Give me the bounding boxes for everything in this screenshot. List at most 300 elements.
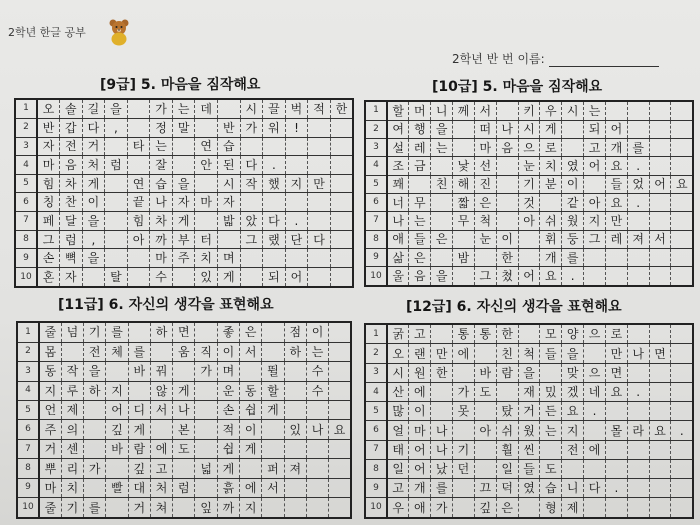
grid-cell — [605, 459, 627, 478]
row-number: 9 — [365, 248, 387, 266]
grid-cell: 끄 — [474, 479, 496, 498]
grid-cell: 굵 — [387, 324, 409, 344]
grid-cell — [329, 362, 351, 381]
grid-cell: 말 — [172, 118, 195, 137]
grid-cell — [649, 363, 671, 382]
grid-row — [17, 362, 351, 381]
grid-cell: 본 — [173, 420, 195, 439]
grid-cell: 을 — [431, 267, 453, 286]
grid-cell: 났 — [431, 459, 453, 478]
grid-row — [17, 439, 351, 458]
grid-cell: 나 — [387, 212, 409, 230]
worksheet-title: 2학년 한글 공부 — [8, 26, 86, 39]
grid-cell — [540, 193, 562, 211]
grid-row — [17, 322, 351, 342]
grid-cell: 기 — [61, 498, 83, 518]
grid-cell: 처 — [82, 156, 105, 175]
grid-cell: 게 — [262, 401, 284, 420]
grid-cell — [308, 268, 331, 287]
grid-cell: 형 — [540, 498, 562, 518]
grid-cell — [649, 212, 671, 230]
grid-cell — [671, 344, 693, 363]
grid-cell: 양 — [562, 324, 584, 344]
grid-cell: 음 — [60, 156, 83, 175]
grid-cell: 기 — [518, 175, 540, 193]
grid-cell: 을 — [431, 120, 453, 138]
grid-cell — [329, 401, 351, 420]
grid-cell: 까 — [150, 230, 173, 249]
grid-cell: 루 — [61, 381, 83, 400]
grid-cell: 네 — [584, 382, 606, 401]
grid-cell: 같 — [562, 193, 584, 211]
grid-cell: 을 — [82, 249, 105, 268]
grid-cell — [262, 322, 284, 342]
grid-cell: 그 — [37, 230, 60, 249]
grid-cell — [262, 342, 284, 361]
grid-cell: 넘 — [61, 322, 83, 342]
grid-cell — [431, 402, 453, 421]
grid-cell: 는 — [584, 101, 606, 120]
grid-cell: 웠 — [518, 421, 540, 440]
grid-cell: 마 — [39, 478, 61, 497]
grid-cell: 은 — [409, 248, 431, 266]
grid-cell: 럼 — [105, 156, 128, 175]
grid-cell: 센 — [61, 439, 83, 458]
grid-row — [365, 193, 693, 211]
grid-cell: 주 — [172, 249, 195, 268]
grid-cell: 다 — [584, 479, 606, 498]
grid-cell — [453, 230, 475, 248]
grid-cell: 진 — [474, 175, 496, 193]
grid-cell: 손 — [217, 401, 239, 420]
grid-cell — [627, 101, 649, 120]
grid-cell: 도 — [474, 382, 496, 401]
writing-grid-11 — [16, 321, 352, 519]
grid-cell: 이 — [240, 420, 262, 439]
grid-cell — [496, 175, 518, 193]
grid-cell: 통 — [474, 324, 496, 344]
grid-cell: 원 — [409, 363, 431, 382]
grid-cell: 게 — [217, 459, 239, 478]
grid-cell: 자 — [37, 137, 60, 156]
grid-cell: 시 — [387, 363, 409, 382]
grid-row — [15, 156, 353, 175]
grid-cell: 요 — [671, 175, 693, 193]
grid-cell: 만 — [308, 174, 331, 193]
grid-cell: 아 — [474, 421, 496, 440]
grid-cell: 금 — [409, 157, 431, 175]
grid-row — [365, 363, 693, 382]
grid-cell: 뼉 — [60, 249, 83, 268]
grid-cell: 으 — [518, 138, 540, 156]
grid-cell: 작 — [240, 174, 263, 193]
grid-cell: 전 — [60, 137, 83, 156]
grid-cell: 게 — [540, 120, 562, 138]
grid-cell: 져 — [284, 459, 306, 478]
grid-cell: 치 — [61, 478, 83, 497]
grid-cell: 되 — [263, 268, 286, 287]
grid-cell — [263, 137, 286, 156]
grid-cell: 적 — [308, 99, 331, 118]
grid-cell — [127, 118, 150, 137]
grid-cell: 깊 — [128, 459, 150, 478]
grid-cell: 자 — [172, 193, 195, 212]
grid-cell: 의 — [61, 420, 83, 439]
grid-cell: 어 — [409, 440, 431, 459]
grid-cell: 울 — [387, 267, 409, 286]
section-title-9: [9급] 5. 마음을 짐작해요 — [100, 77, 261, 93]
grid-cell: 면 — [649, 344, 671, 363]
grid-cell — [605, 267, 627, 286]
grid-cell: 무 — [409, 193, 431, 211]
grid-cell: 던 — [453, 459, 475, 478]
grid-cell: 레 — [409, 138, 431, 156]
grid-row — [17, 342, 351, 361]
grid-cell: 랜 — [409, 344, 431, 363]
grid-cell: 지 — [106, 381, 128, 400]
grid-cell: 다 — [308, 230, 331, 249]
grid-cell: 언 — [39, 401, 61, 420]
row-number: 6 — [17, 420, 39, 439]
grid-cell — [627, 120, 649, 138]
grid-cell — [584, 344, 606, 363]
grid-cell: 나 — [496, 120, 518, 138]
grid-cell — [649, 138, 671, 156]
grid-cell: 짧 — [453, 193, 475, 211]
grid-cell: 다 — [263, 212, 286, 231]
grid-cell: 져 — [627, 230, 649, 248]
grid-cell — [627, 363, 649, 382]
grid-cell — [584, 248, 606, 266]
grid-cell: 무 — [453, 212, 475, 230]
grid-cell: 흙 — [217, 478, 239, 497]
grid-cell — [518, 498, 540, 518]
grid-cell — [453, 421, 475, 440]
grid-cell: 재 — [518, 382, 540, 401]
grid-cell — [605, 440, 627, 459]
writing-grid-12 — [364, 323, 694, 519]
grid-cell: 를 — [106, 322, 128, 342]
grid-cell — [127, 249, 150, 268]
grid-cell — [285, 137, 308, 156]
grid-cell — [496, 157, 518, 175]
grid-cell: 랬 — [263, 230, 286, 249]
grid-cell: 아 — [584, 193, 606, 211]
grid-cell — [474, 344, 496, 363]
grid-cell: 일 — [496, 459, 518, 478]
grid-cell — [671, 230, 693, 248]
grid-cell — [474, 459, 496, 478]
grid-cell — [128, 322, 150, 342]
grid-cell: 요 — [540, 267, 562, 286]
grid-row — [15, 118, 353, 137]
grid-cell — [172, 268, 195, 287]
grid-cell: 몸 — [39, 342, 61, 361]
grid-cell — [195, 420, 217, 439]
grid-cell — [195, 401, 217, 420]
grid-cell: 눈 — [518, 157, 540, 175]
grid-cell: 어 — [605, 120, 627, 138]
grid-cell — [330, 118, 353, 137]
grid-cell: 는 — [409, 212, 431, 230]
grid-cell: 반 — [37, 118, 60, 137]
grid-cell — [330, 174, 353, 193]
grid-cell — [105, 137, 128, 156]
grid-cell: 연 — [127, 174, 150, 193]
grid-cell: 을 — [82, 212, 105, 231]
grid-row — [17, 459, 351, 478]
grid-cell: 들 — [518, 459, 540, 478]
grid-cell — [195, 118, 218, 137]
grid-cell: . — [627, 382, 649, 401]
grid-cell: 끝 — [127, 193, 150, 212]
row-number: 8 — [15, 230, 37, 249]
grid-cell: 시 — [240, 99, 263, 118]
grid-cell: 치 — [540, 157, 562, 175]
grid-cell: 뛸 — [262, 362, 284, 381]
row-number: 4 — [17, 381, 39, 400]
grid-cell — [127, 156, 150, 175]
grid-cell — [649, 101, 671, 120]
grid-cell: 바 — [128, 362, 150, 381]
grid-cell: 힘 — [127, 212, 150, 231]
grid-cell — [584, 421, 606, 440]
grid-cell — [671, 138, 693, 156]
grid-cell: 마 — [474, 138, 496, 156]
row-number: 8 — [365, 459, 387, 478]
grid-cell: 한 — [496, 324, 518, 344]
grid-cell: 전 — [562, 440, 584, 459]
grid-cell — [330, 193, 353, 212]
grid-cell — [649, 120, 671, 138]
grid-cell — [284, 498, 306, 518]
name-blank-line[interactable] — [549, 57, 659, 67]
grid-cell — [584, 267, 606, 286]
grid-cell: 한 — [496, 248, 518, 266]
grid-cell — [106, 498, 128, 518]
grid-cell — [105, 230, 128, 249]
grid-cell: 게 — [128, 420, 150, 439]
grid-cell: 마 — [37, 156, 60, 175]
row-number: 6 — [15, 193, 37, 212]
row-number: 9 — [17, 478, 39, 497]
grid-cell — [105, 174, 128, 193]
grid-cell: 고 — [387, 479, 409, 498]
grid-cell: 지 — [240, 498, 262, 518]
grid-cell: 나 — [431, 440, 453, 459]
grid-row — [365, 459, 693, 478]
grid-cell: 애 — [387, 230, 409, 248]
grid-cell — [150, 420, 172, 439]
grid-cell: 끌 — [263, 99, 286, 118]
grid-cell: 어 — [285, 268, 308, 287]
grid-cell: 고 — [584, 138, 606, 156]
student-info-label: 2학년 반 번 이름: — [452, 52, 545, 66]
grid-cell: 꽤 — [387, 175, 409, 193]
grid-row — [17, 498, 351, 518]
grid-cell: 통 — [453, 324, 475, 344]
grid-cell — [195, 478, 217, 497]
grid-cell: 치 — [195, 249, 218, 268]
grid-cell: 았 — [240, 212, 263, 231]
grid-cell — [584, 459, 606, 478]
grid-cell: 요 — [605, 382, 627, 401]
row-number: 9 — [15, 249, 37, 268]
grid-cell: 은 — [240, 322, 262, 342]
grid-cell: 서 — [474, 101, 496, 120]
row-number: 10 — [17, 498, 39, 518]
grid-cell — [262, 439, 284, 458]
grid-cell: 벅 — [285, 99, 308, 118]
grid-cell: 밤 — [453, 248, 475, 266]
grid-cell: 에 — [409, 382, 431, 401]
grid-cell — [84, 439, 106, 458]
grid-cell — [218, 99, 241, 118]
grid-cell: . — [285, 212, 308, 231]
grid-cell: 분 — [540, 175, 562, 193]
grid-cell: 차 — [150, 212, 173, 231]
grid-cell: 고 — [150, 459, 172, 478]
grid-cell — [128, 381, 150, 400]
grid-cell — [195, 322, 217, 342]
grid-cell — [431, 382, 453, 401]
grid-cell — [218, 230, 241, 249]
grid-cell: 길 — [82, 99, 105, 118]
section-title-10: [10급] 5. 마음을 짐작해요 — [432, 79, 603, 95]
grid-cell: 정 — [150, 118, 173, 137]
row-number: 7 — [17, 439, 39, 458]
grid-cell — [627, 498, 649, 518]
grid-cell: 그 — [240, 230, 263, 249]
grid-row — [17, 381, 351, 400]
row-number: 8 — [365, 230, 387, 248]
grid-cell — [127, 99, 150, 118]
grid-cell — [284, 362, 306, 381]
grid-cell: 가 — [150, 99, 173, 118]
grid-cell: 일 — [387, 459, 409, 478]
grid-cell: 칭 — [37, 193, 60, 212]
grid-cell: 모 — [540, 324, 562, 344]
grid-cell: 달 — [60, 212, 83, 231]
grid-cell — [195, 174, 218, 193]
grid-cell: 할 — [387, 101, 409, 120]
grid-cell: 는 — [540, 421, 562, 440]
grid-cell: 을 — [518, 363, 540, 382]
grid-cell: 탔 — [496, 402, 518, 421]
grid-cell: 지 — [285, 174, 308, 193]
grid-row — [15, 230, 353, 249]
grid-cell: 마 — [195, 193, 218, 212]
grid-cell: 할 — [262, 381, 284, 400]
grid-cell: 이 — [409, 402, 431, 421]
grid-row — [365, 212, 693, 230]
grid-cell — [306, 439, 328, 458]
grid-cell: 은 — [431, 230, 453, 248]
grid-cell — [671, 498, 693, 518]
grid-cell: 을 — [105, 99, 128, 118]
row-number: 6 — [365, 421, 387, 440]
grid-cell — [195, 381, 217, 400]
grid-cell: 동 — [39, 362, 61, 381]
grid-cell: 단 — [285, 230, 308, 249]
grid-cell: 빨 — [106, 478, 128, 497]
grid-cell — [431, 248, 453, 266]
grid-cell — [496, 212, 518, 230]
grid-row — [365, 101, 693, 120]
grid-cell — [562, 120, 584, 138]
grid-row — [365, 120, 693, 138]
grid-cell: 친 — [496, 344, 518, 363]
grid-cell: 면 — [173, 322, 195, 342]
grid-cell: 는 — [150, 137, 173, 156]
grid-cell: 척 — [474, 212, 496, 230]
grid-row — [365, 421, 693, 440]
grid-cell — [540, 440, 562, 459]
grid-cell — [263, 249, 286, 268]
grid-cell — [627, 212, 649, 230]
grid-cell: 동 — [240, 381, 262, 400]
grid-cell — [453, 267, 475, 286]
grid-cell — [671, 382, 693, 401]
grid-cell — [474, 402, 496, 421]
grid-cell: 산 — [387, 382, 409, 401]
grid-cell — [240, 362, 262, 381]
grid-cell: 게 — [240, 439, 262, 458]
grid-cell: 는 — [172, 99, 195, 118]
grid-cell: 움 — [173, 342, 195, 361]
grid-cell — [308, 156, 331, 175]
grid-cell: 얼 — [387, 421, 409, 440]
grid-cell — [240, 249, 263, 268]
grid-cell: 개 — [540, 248, 562, 266]
grid-cell: 겠 — [562, 382, 584, 401]
grid-cell — [496, 382, 518, 401]
grid-cell: 혼 — [37, 268, 60, 287]
grid-cell: 많 — [387, 402, 409, 421]
grid-cell — [240, 268, 263, 287]
grid-cell — [431, 212, 453, 230]
row-number: 5 — [15, 174, 37, 193]
row-number: 10 — [365, 267, 387, 286]
grid-cell — [285, 156, 308, 175]
grid-cell — [172, 156, 195, 175]
grid-cell — [671, 248, 693, 266]
grid-cell — [306, 401, 328, 420]
grid-cell — [173, 362, 195, 381]
grid-cell — [262, 498, 284, 518]
grid-cell — [671, 157, 693, 175]
grid-cell: 만 — [605, 212, 627, 230]
student-info-line[interactable] — [452, 50, 659, 67]
grid-cell: 너 — [387, 193, 409, 211]
grid-cell: 오 — [387, 344, 409, 363]
row-number: 1 — [17, 322, 39, 342]
grid-cell — [330, 212, 353, 231]
grid-cell: 을 — [84, 362, 106, 381]
grid-cell — [150, 342, 172, 361]
grid-row — [365, 382, 693, 401]
grid-cell: . — [562, 267, 584, 286]
grid-row — [365, 157, 693, 175]
row-number: 9 — [365, 479, 387, 498]
grid-cell: 잎 — [195, 498, 217, 518]
grid-cell: 지 — [584, 212, 606, 230]
grid-row — [15, 193, 353, 212]
grid-cell: 럼 — [60, 230, 83, 249]
grid-cell: 솔 — [60, 99, 83, 118]
grid-cell — [671, 193, 693, 211]
grid-cell: 못 — [453, 402, 475, 421]
